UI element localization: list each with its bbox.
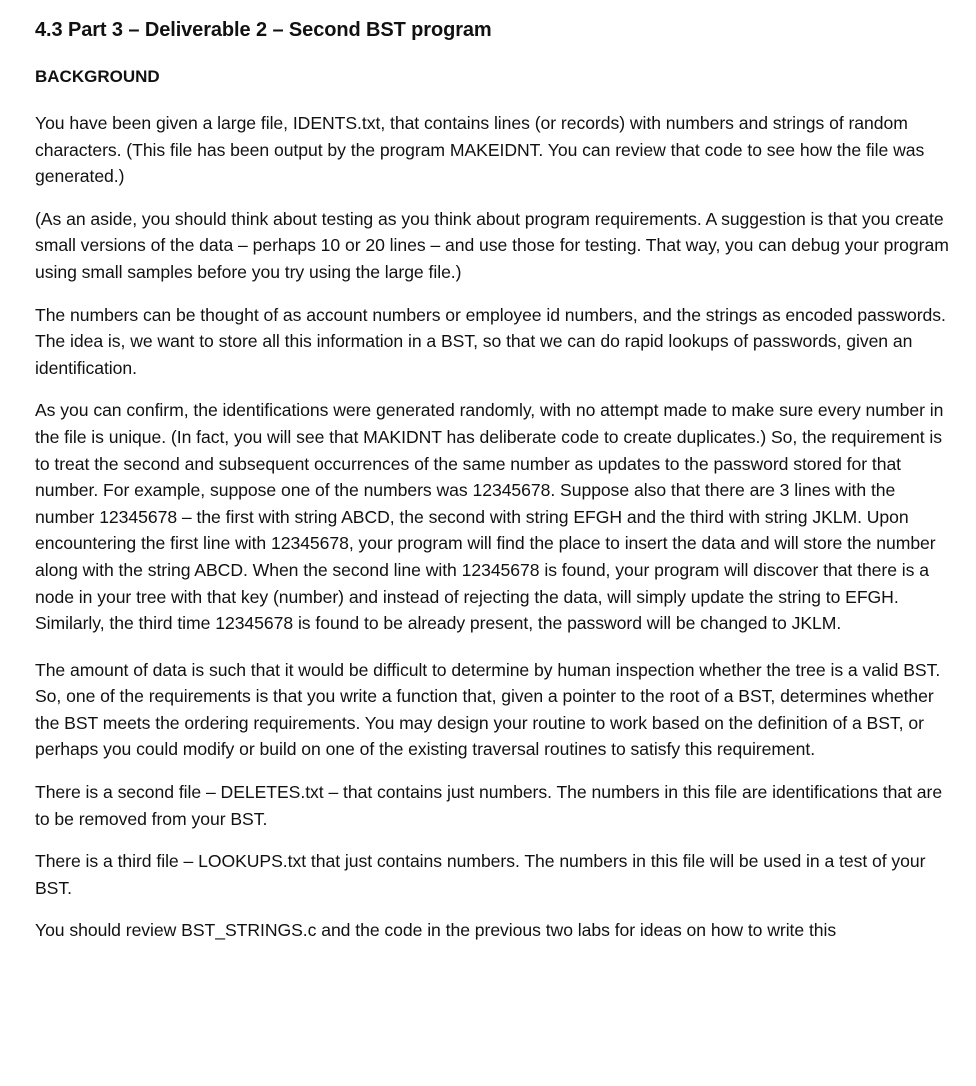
paragraph-bst-validation: The amount of data is such that it would be difficult to determine by human inspection whether the tree is a valid BST. So, one of the requirements is that you write a function that, given a pointer to the root of a BST, determines whether the BST meets the ordering requirements. You may design your routine to work based on the definition of a BST, or perhaps you could modify or build on one of the existing traversal routines to satisfy this requirement. xyxy=(35,659,941,760)
background-heading: BACKGROUND xyxy=(35,67,160,86)
paragraph-lookups-file: There is a third file – LOOKUPS.txt that just contains numbers. The numbers in this file will be used in a test of your BST. xyxy=(35,851,926,898)
paragraph-testing-aside: (As an aside, you should think about testing as you think about program requirements. A suggestion is that you create small versions of the data – perhaps 10 or 20 lines – and use those for testing. That way, you can debug your program using small samples before you try using the large file.) xyxy=(35,208,949,282)
paragraph-duplicates: As you can confirm, the identifications were generated randomly, with no attempt made to make sure every number in the file is unique. (In fact, you will see that MAKIDNT has deliberate code to create duplicates.) So, the requirement is to treat the second and subsequent occurrences of the same number as updates to the password stored for that number. For example, suppose one of the numbers was 12345678. Suppose also that there are 3 lines with the number 12345678 – the first with string ABCD, the second with string EFGH and the third with string JKLM. Upon encountering the first line with 12345678, your program will find the place to insert the data and will store the number along with the string ABCD. When the second line with 12345678 is found, your program will discover that there is a node in your tree with that key (number) and instead of rejecting the data, will simply update the string to EFGH. Similarly, the third time 12345678 is found to be already present, the password will be changed to JKLM. xyxy=(35,400,944,634)
paragraph-deletes-file: There is a second file – DELETES.txt – that contains just numbers. The numbers in this file are identifications that are to be removed from your BST. xyxy=(35,782,943,829)
paragraph-idents-file: You have been given a large file, IDENTS.txt, that contains lines (or records) with numbers and strings of random characters. (This file has been output by the program MAKEIDNT. You can review that code to see how the file was generated.) xyxy=(35,113,925,187)
section-title: 4.3 Part 3 – Deliverable 2 – Second BST program xyxy=(35,19,492,41)
paragraph-review-code: You should review BST_STRINGS.c and the code in the previous two labs for ideas on how to write this xyxy=(35,920,837,941)
paragraph-numbers-meaning: The numbers can be thought of as account numbers or employee id numbers, and the strings as encoded passwords. The idea is, we want to store all this information in a BST, so that we can do rapid lookups of passwords, given an identification. xyxy=(35,304,946,378)
document-page xyxy=(35,14,950,944)
